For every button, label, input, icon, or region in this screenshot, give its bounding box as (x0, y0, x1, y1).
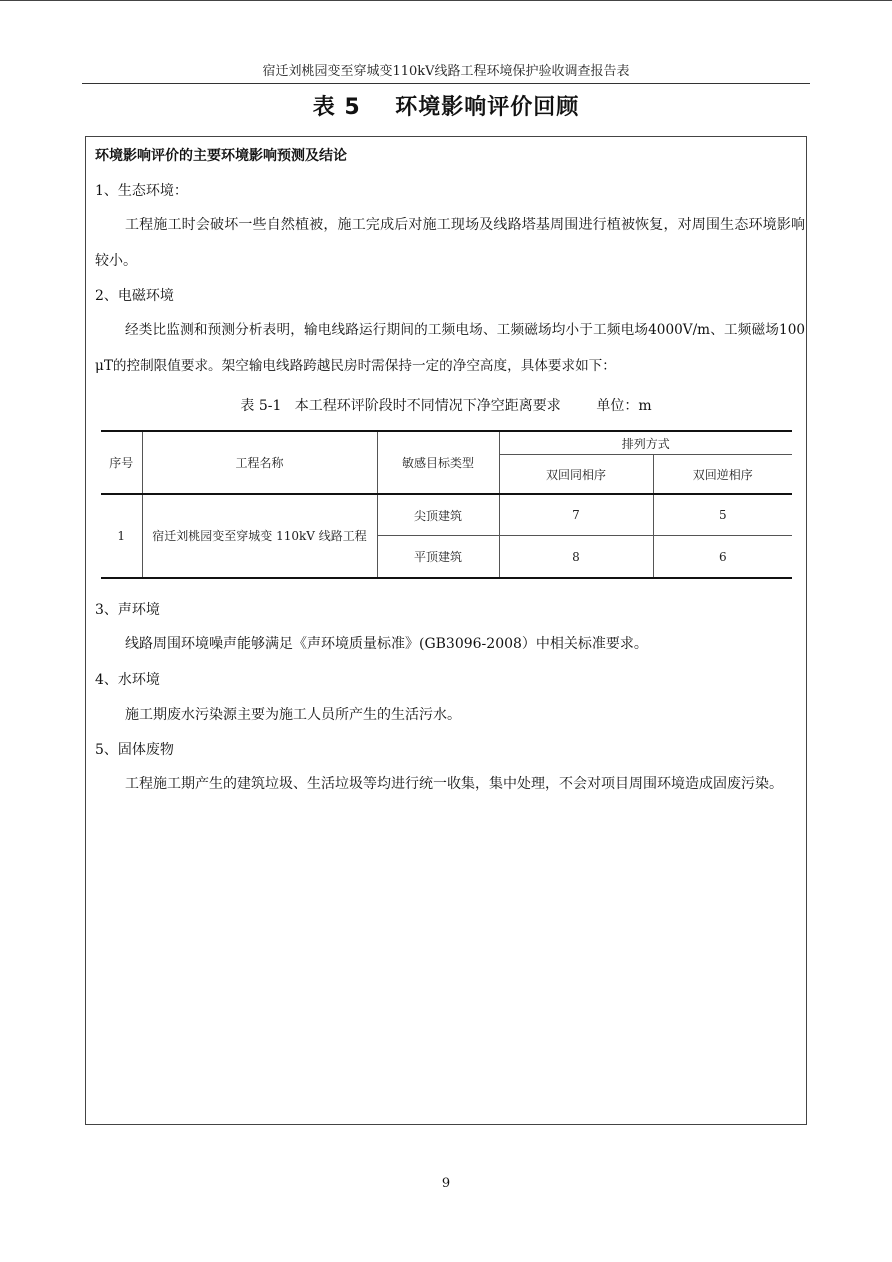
table-title: 表 5 环境影响评价回顾 (312, 95, 580, 120)
header-arrangement: 排列方式 (499, 431, 792, 455)
solid-waste-heading: 5、固体废物 (95, 742, 174, 758)
noise-heading: 3、声环境 (95, 602, 160, 618)
header-rule (82, 83, 810, 84)
cell-no: 1 (101, 494, 142, 578)
table-header-row (101, 431, 792, 455)
header-target-type: 敏感目标类型 (377, 431, 499, 494)
cell-target-type: 平顶建筑 (377, 536, 499, 579)
header-reverse-phase: 双回逆相序 (653, 455, 792, 495)
solid-waste-text: 工程施工期产生的建筑垃圾、生活垃圾等均进行统一收集，集中处理，不会对项目周围环境造成固废污染。 (125, 776, 783, 792)
header-no: 序号 (101, 431, 142, 494)
noise-text: 线路周围环境噪声能够满足《声环境质量标准》(GB3096-2008）中相关标准要求。 (125, 636, 648, 652)
cell-target-type: 尖顶建筑 (377, 494, 499, 536)
page-top-border (0, 0, 892, 1)
cell-reverse-phase: 5 (653, 494, 792, 536)
cell-same-phase: 7 (499, 494, 653, 536)
running-header: 宿迁刘桃园变至穿城变110kV线路工程环境保护验收调查报告表 (262, 64, 630, 79)
water-text: 施工期废水污染源主要为施工人员所产生的生活污水。 (125, 707, 461, 723)
section-title: 环境影响评价的主要环境影响预测及结论 (95, 148, 347, 164)
table-row (101, 494, 792, 536)
table-caption: 表 5-1 本工程环评阶段时不同情况下净空距离要求 单位：m (240, 398, 652, 414)
header-same-phase: 双回同相序 (499, 455, 653, 495)
ecology-heading: 1、生态环境： (95, 183, 188, 199)
water-heading: 4、水环境 (95, 672, 160, 688)
cell-reverse-phase: 6 (653, 536, 792, 579)
header-project: 工程名称 (142, 431, 377, 494)
cell-same-phase: 8 (499, 536, 653, 579)
ecology-text: 工程施工时会破坏一些自然植被，施工完成后对施工现场及线路塔基周围进行植被恢复，对周围生态环境影响较小。 (95, 217, 805, 269)
emf-heading: 2、电磁环境 (95, 288, 174, 304)
page-number: 9 (441, 1176, 451, 1191)
cell-project: 宿迁刘桃园变至穿城变 110kV 线路工程 (142, 494, 377, 578)
clearance-table (101, 430, 792, 579)
emf-text: 经类比监测和预测分析表明，输电线路运行期间的工频电场、工频磁场均小于工频电场4000V/m、工频磁场100μT的控制限值要求。架空输电线路跨越民房时需保持一定的净空高度，具体要求如下： (95, 322, 805, 374)
